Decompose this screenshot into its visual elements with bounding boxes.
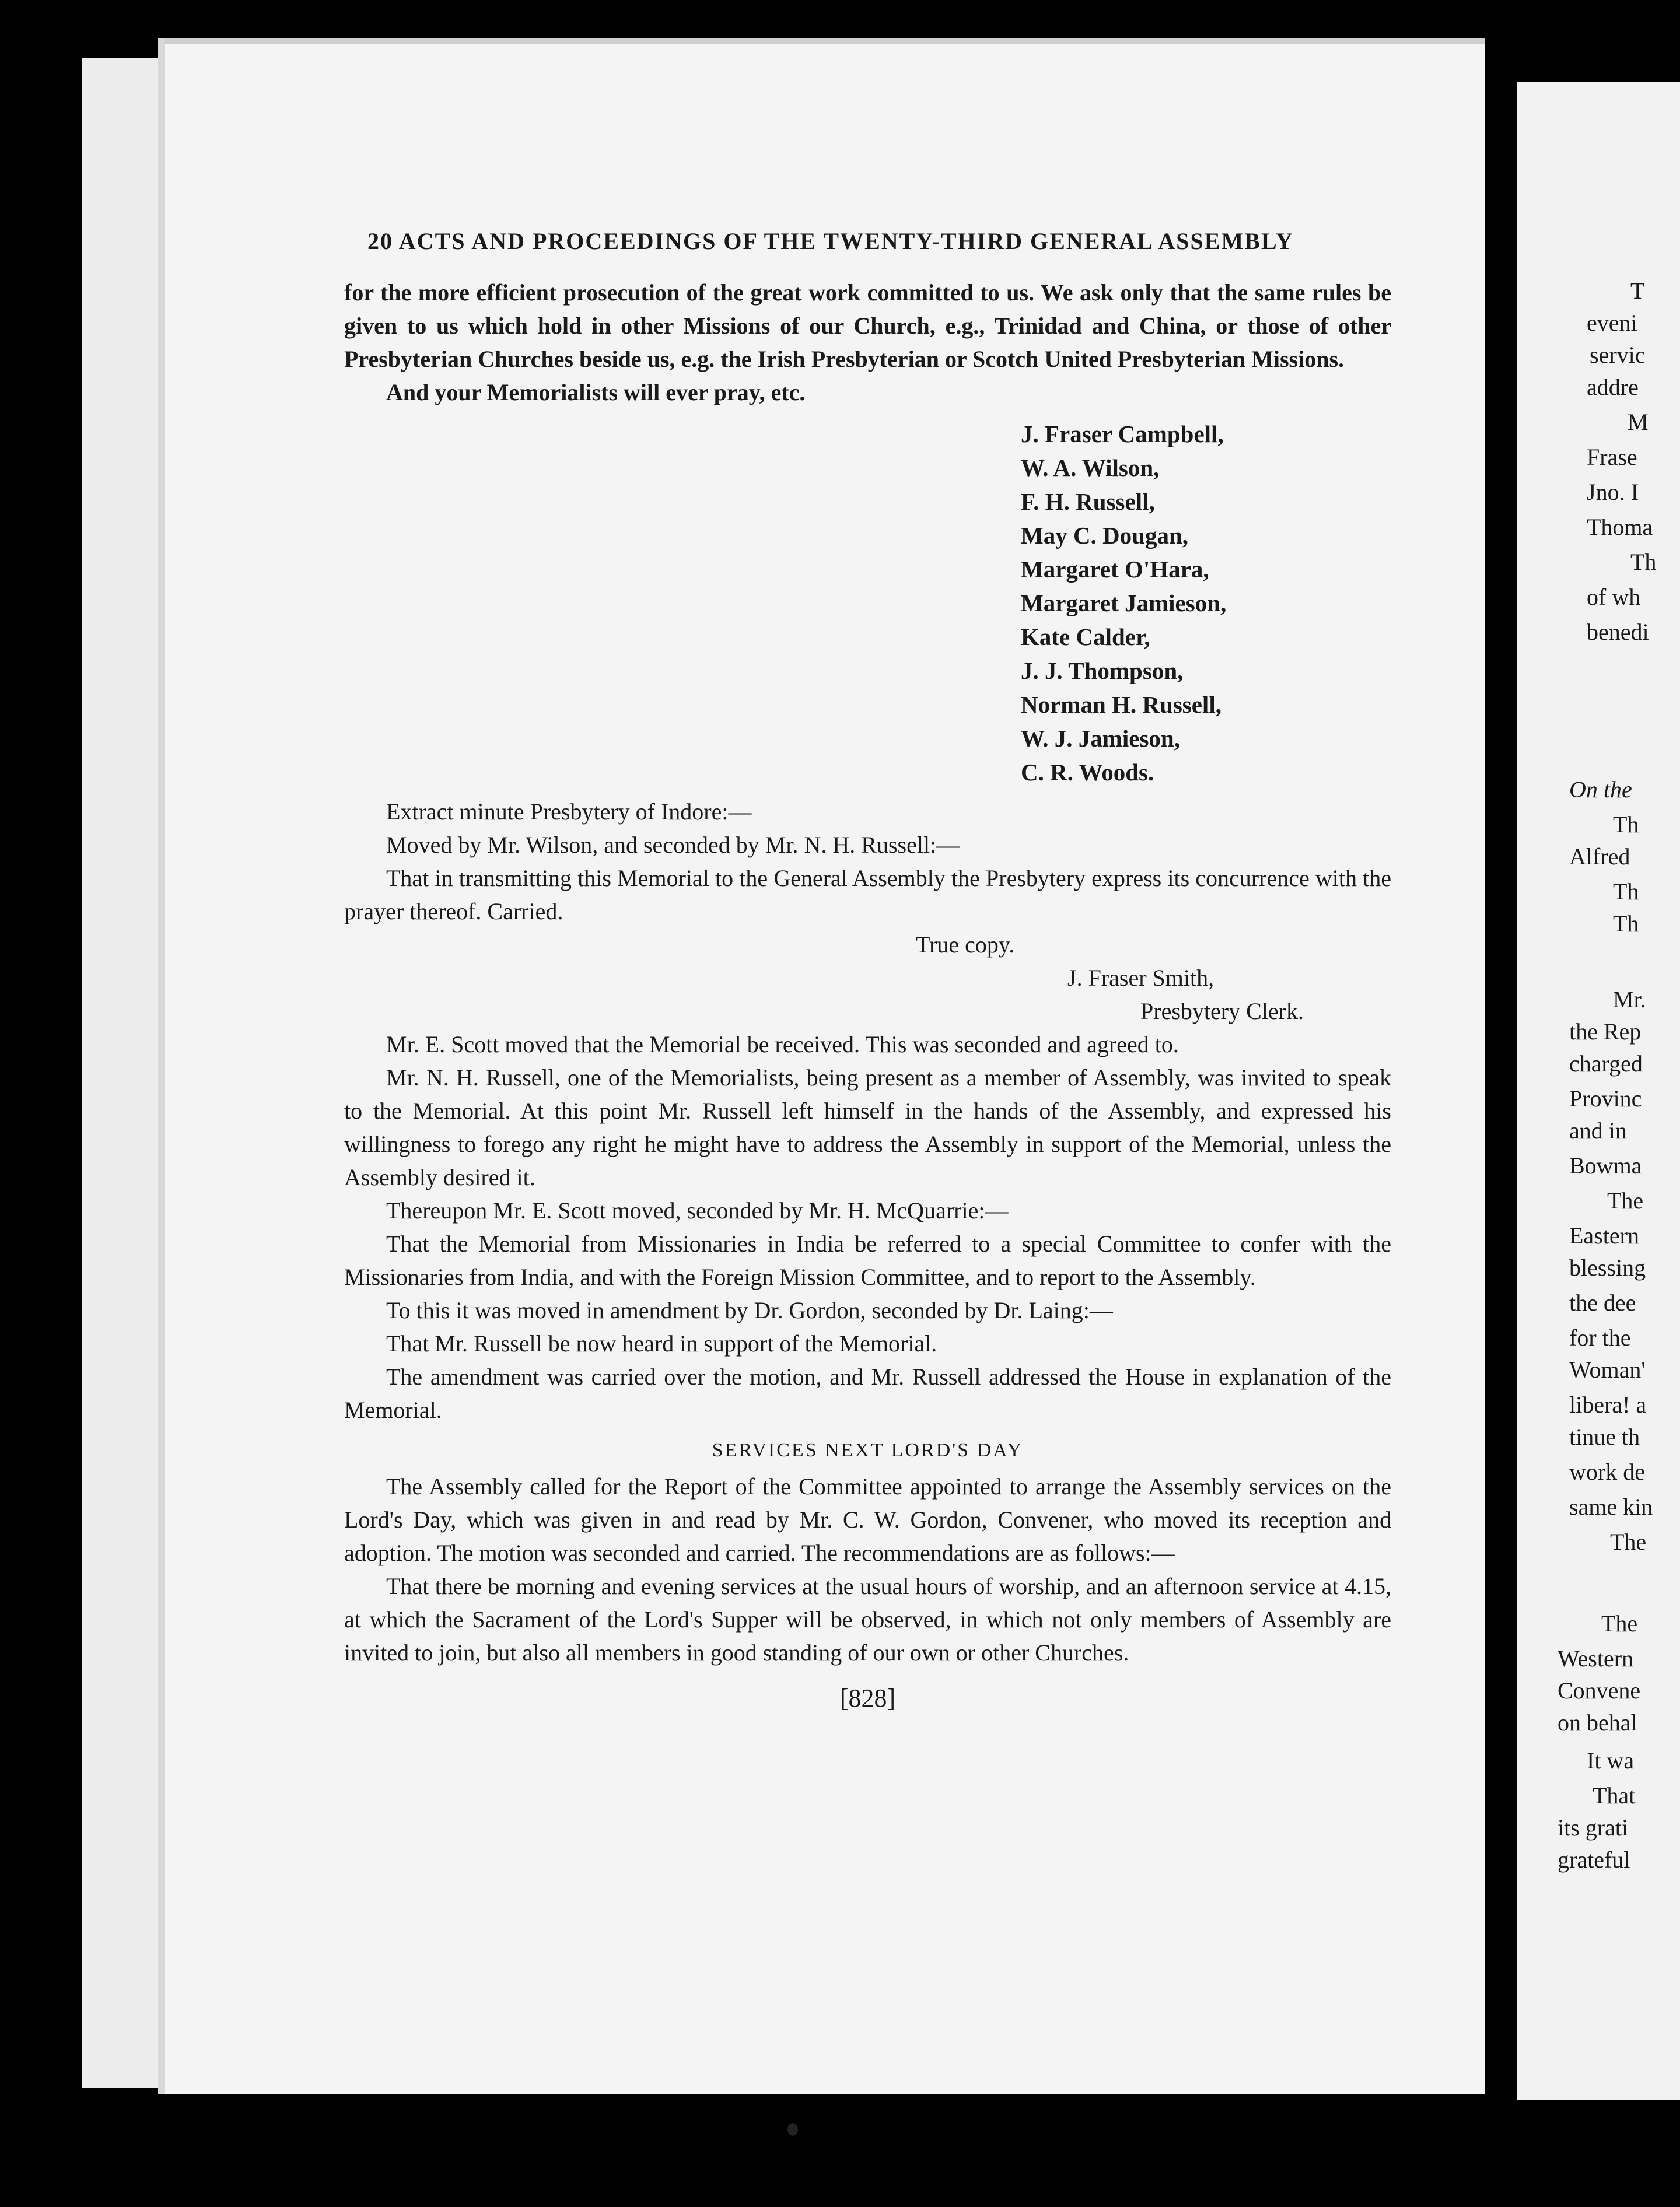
adjacent-page-fragment: on behal bbox=[1558, 1709, 1637, 1736]
adjacent-page-fragment: Jno. I bbox=[1587, 479, 1639, 505]
adjacent-page-fragment: tinue th bbox=[1569, 1424, 1640, 1450]
section-title: SERVICES NEXT LORD'S DAY bbox=[712, 1439, 1024, 1461]
signatory: J. Fraser Campbell, bbox=[1021, 421, 1224, 447]
adjacent-page-fragment: for the bbox=[1569, 1325, 1631, 1351]
true-copy: True copy. bbox=[916, 931, 1015, 958]
services-recommendation: That there be morning and evening services at the usual hours of worship, and an afternoon service at 4.15, at which the Sacrament of the Lord's Supper will be observed, in which not only members of Assembly are invited to join, but also all members in good standing of our own or other Churches. bbox=[344, 1573, 1391, 1666]
page-content bbox=[344, 227, 1391, 1713]
adjacent-page-fragment: servic bbox=[1590, 342, 1646, 368]
adjacent-page-fragment: Alfred bbox=[1569, 843, 1630, 870]
adjacent-page-fragment: Frase bbox=[1587, 444, 1637, 470]
signatory: Norman H. Russell, bbox=[1021, 691, 1222, 718]
adjacent-page-fragment: Th bbox=[1613, 811, 1639, 838]
adjacent-page-fragment: Th bbox=[1613, 878, 1639, 905]
adjacent-page-fragment: same kin bbox=[1569, 1494, 1653, 1520]
adjacent-page-fragment: Th bbox=[1630, 549, 1657, 575]
signatory: J. J. Thompson, bbox=[1021, 657, 1184, 684]
adjacent-page-fragment: eveni bbox=[1587, 310, 1637, 336]
adjacent-page-fragment: Bowma bbox=[1569, 1152, 1642, 1179]
adjacent-page-fragment: and in bbox=[1569, 1117, 1627, 1144]
adjacent-page-fragment: On the bbox=[1569, 776, 1632, 803]
adjacent-page-fragment: the Rep bbox=[1569, 1018, 1642, 1045]
signatory: May C. Dougan, bbox=[1021, 522, 1189, 549]
russell-paragraph: Mr. N. H. Russell, one of the Memorialists, being present as a member of Assembly, was invited to speak to the Memorial. At this point Mr. Russell left himself in the hands of the Assembly, and expressed his willingness to forego any right he might have to address the Assembly in support of the Memorial, unless the Assembly desired it. bbox=[344, 1064, 1391, 1190]
services-report: The Assembly called for the Report of the Committee appointed to arrange the Assembly services on the Lord's Day, which was given in and read by Mr. C. W. Gordon, Convener, who moved its reception and adoption. The motion was seconded and carried. The recommendations are as follows:— bbox=[344, 1473, 1391, 1566]
transmit-motion: That in transmitting this Memorial to the General Assembly the Presbytery express its concurrence with the prayer thereof. Carried. bbox=[344, 865, 1391, 924]
signatory: Margaret O'Hara, bbox=[1021, 556, 1209, 583]
running-head: 20 ACTS AND PROCEEDINGS OF THE TWENTY-THIRD GENERAL ASSEMBLY bbox=[368, 228, 1294, 254]
adjacent-page-fragment: M bbox=[1628, 409, 1648, 435]
page-number: [828] bbox=[839, 1684, 896, 1712]
adjacent-page-fragment: Thoma bbox=[1587, 514, 1653, 540]
scan-mark bbox=[788, 2123, 798, 2136]
amendment-intro: To this it was moved in amendment by Dr. Gordon, seconded by Dr. Laing:— bbox=[386, 1297, 1113, 1323]
adjacent-page-fragment: Woman' bbox=[1569, 1357, 1646, 1383]
adjacent-page bbox=[1517, 82, 1680, 2100]
adjacent-page-fragment: Provinc bbox=[1569, 1085, 1642, 1112]
adjacent-page-fragment: Mr. bbox=[1613, 986, 1646, 1013]
amendment-text: That Mr. Russell be now heard in support of the Memorial. bbox=[386, 1330, 937, 1357]
adjacent-page-fragment: work de bbox=[1569, 1459, 1645, 1485]
signatory: F. H. Russell, bbox=[1021, 488, 1155, 515]
memorial-closing: And your Memorialists will ever pray, etc. bbox=[386, 379, 806, 405]
adjacent-page-fragment: The bbox=[1601, 1610, 1638, 1637]
adjacent-page-fragment: its grati bbox=[1558, 1814, 1629, 1841]
adjacent-page-fragment: The bbox=[1610, 1529, 1647, 1555]
adjacent-page-fragment: Western bbox=[1558, 1645, 1634, 1672]
adjacent-page-fragment: libera! a bbox=[1569, 1392, 1647, 1418]
adjacent-page-fragment: That bbox=[1592, 1782, 1636, 1809]
signatory-list bbox=[1021, 417, 1391, 789]
clerk-name: J. Fraser Smith, bbox=[1068, 965, 1214, 991]
adjacent-page-fragment: Eastern bbox=[1569, 1222, 1639, 1249]
adjacent-page-fragment: blessing bbox=[1569, 1255, 1646, 1281]
adjacent-page-fragment: grateful bbox=[1558, 1847, 1630, 1873]
adjacent-page-fragment: T bbox=[1630, 278, 1645, 304]
signatory: W. J. Jamieson, bbox=[1021, 725, 1180, 752]
adjacent-page-fragment: benedi bbox=[1587, 619, 1649, 645]
extract-heading: Extract minute Presbytery of Indore:— bbox=[386, 798, 752, 825]
previous-page-edge bbox=[82, 58, 163, 2088]
adjacent-page-fragment: Th bbox=[1613, 910, 1639, 937]
adjacent-page-fragment: of wh bbox=[1587, 584, 1641, 610]
adjacent-page-fragment: the dee bbox=[1569, 1290, 1636, 1316]
committee-motion: That the Memorial from Missionaries in India be referred to a special Committee to confer with the Missionaries from India, and with the Foreign Mission Committee, and to report to the Assembly. bbox=[344, 1231, 1391, 1290]
signatory: Kate Calder, bbox=[1021, 623, 1150, 650]
signatory: Margaret Jamieson, bbox=[1021, 590, 1227, 616]
moved-line: Moved by Mr. Wilson, and seconded by Mr. N. H. Russell:— bbox=[386, 832, 960, 858]
signatory: W. A. Wilson, bbox=[1021, 454, 1160, 481]
thereupon-line: Thereupon Mr. E. Scott moved, seconded by Mr. H. McQuarrie:— bbox=[386, 1197, 1009, 1224]
adjacent-page-fragment: charged bbox=[1569, 1050, 1643, 1077]
adjacent-page-fragment: Convene bbox=[1558, 1677, 1641, 1704]
amendment-result: The amendment was carried over the motion, and Mr. Russell addressed the House in explanation of the Memorial. bbox=[344, 1364, 1391, 1423]
memorial-end-paragraph: for the more efficient prosecution of the great work committed to us. We ask only that the same rules be given to us which hold in other Missions of our Church, e.g., Trinidad and China, or those of other Presbyterian Churches beside us, e.g. the Irish Presbyterian or Scotch United Presbyterian Missions. bbox=[344, 279, 1391, 372]
adjacent-page-fragment: addre bbox=[1587, 374, 1639, 400]
signatory: C. R. Woods. bbox=[1021, 759, 1154, 786]
scott-motion: Mr. E. Scott moved that the Memorial be received. This was seconded and agreed to. bbox=[386, 1031, 1179, 1057]
clerk-title: Presbytery Clerk. bbox=[1140, 998, 1304, 1024]
adjacent-page-fragment: It wa bbox=[1587, 1747, 1634, 1774]
adjacent-page-fragment: The bbox=[1607, 1187, 1644, 1214]
